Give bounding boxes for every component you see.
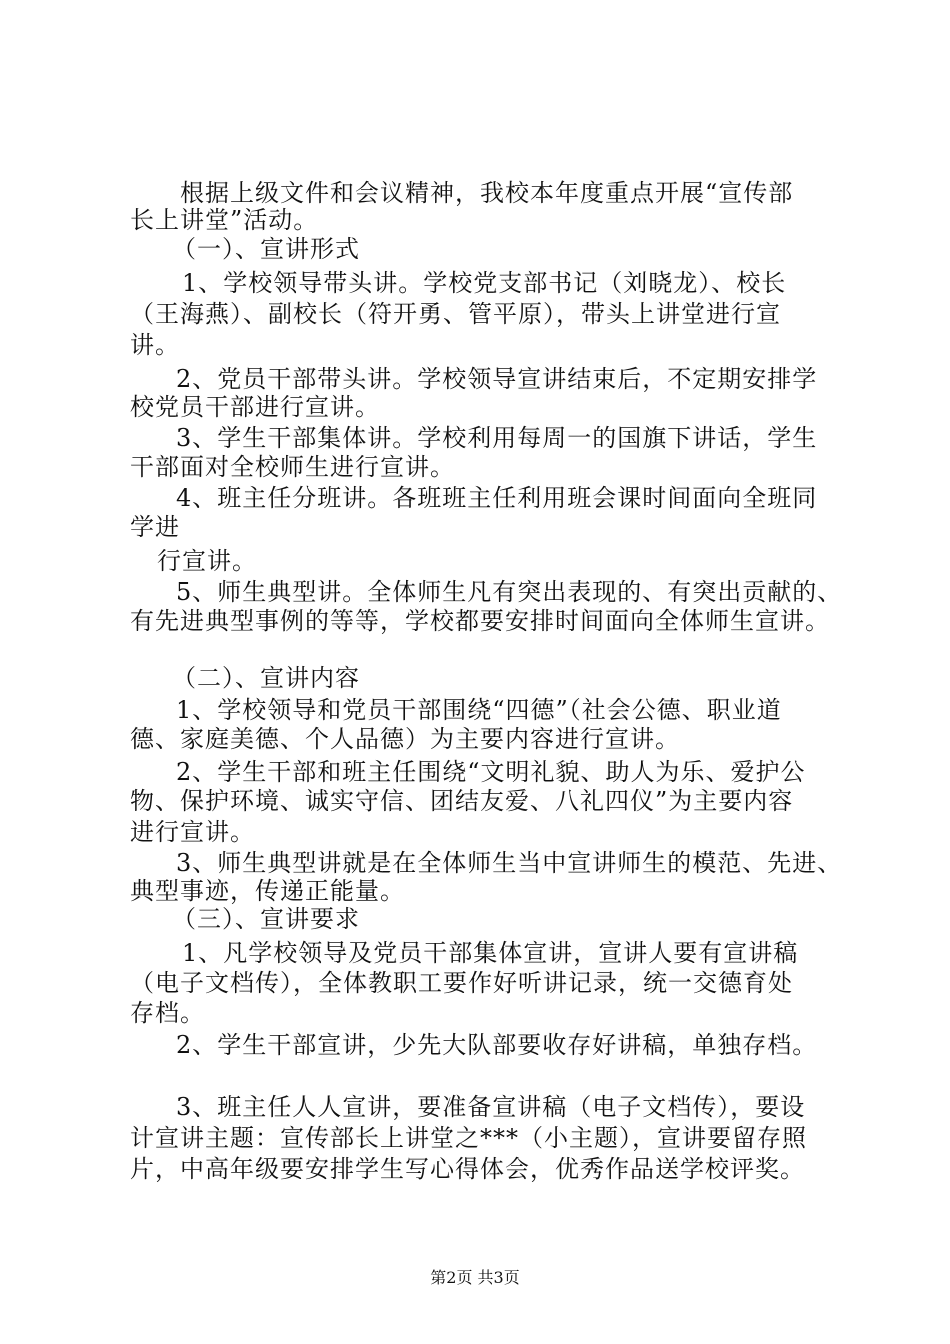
body-line: （王海燕）、副校长（符开勇、管平原），带头上讲堂进行宣 <box>130 300 781 328</box>
body-line: 物、保护环境、诚实守信、团结友爱、八礼四仪”为主要内容 <box>130 787 794 815</box>
body-line: 4、班主任分班讲。各班班主任利用班会课时间面向全班同 <box>176 484 818 512</box>
body-line: 1、学校领导带头讲。学校党支部书记（刘晓龙）、校长 <box>182 269 787 297</box>
body-line: 2、学生干部和班主任围绕“文明礼貌、助人为乐、爱护公 <box>176 758 806 786</box>
page-number: 第2页 共3页 <box>430 1268 520 1287</box>
section-heading: （一）、宣讲形式 <box>172 235 360 263</box>
body-line: 有先进典型事例的等等，学校都要安排时间面向全体师生宣讲。 <box>130 607 830 635</box>
body-line: 3、班主任人人宣讲，要准备宣讲稿（电子文档传），要设 <box>176 1093 806 1121</box>
body-line: 3、学生干部集体讲。学校利用每周一的国旗下讲话，学生 <box>176 424 818 452</box>
body-line: 3、师生典型讲就是在全体师生当中宣讲师生的模范、先进、 <box>176 849 843 877</box>
body-line: 德、家庭美德、个人品德）为主要内容进行宣讲。 <box>130 725 680 753</box>
body-line: （电子文档传），全体教职工要作好听讲记录，统一交德育处 <box>130 969 793 997</box>
body-line: 校党员干部进行宣讲。 <box>130 393 380 421</box>
body-line: 典型事迹，传递正能量。 <box>130 877 405 905</box>
body-line: 计宣讲主题：宣传部长上讲堂之***（小主题），宣讲要留存照 <box>130 1124 807 1152</box>
body-line: 片，中高年级要安排学生写心得体会，优秀作品送学校评奖。 <box>130 1155 805 1183</box>
body-line: 2、党员干部带头讲。学校领导宣讲结束后，不定期安排学 <box>176 365 818 393</box>
section-heading: （二）、宣讲内容 <box>172 664 360 692</box>
body-line: 学进 <box>130 513 180 541</box>
body-line: 干部面对全校师生进行宣讲。 <box>130 453 455 481</box>
body-line: 存档。 <box>130 999 205 1027</box>
body-line: 讲。 <box>130 331 180 359</box>
body-line: 2、学生干部宣讲，少先大队部要收存好讲稿，单独存档。 <box>176 1031 818 1059</box>
body-line: 1、学校领导和党员干部围绕“四德”（社会公德、职业道 <box>176 696 782 724</box>
section-heading: （三）、宣讲要求 <box>172 905 360 933</box>
body-line: 根据上级文件和会议精神，我校本年度重点开展“宣传部 <box>180 179 794 207</box>
body-line: 进行宣讲。 <box>130 818 255 846</box>
body-line: 1、凡学校领导及党员干部集体宣讲，宣讲人要有宣讲稿 <box>182 939 799 967</box>
body-line: 行宣讲。 <box>157 547 257 575</box>
body-line: 5、师生典型讲。全体师生凡有突出表现的、有突出贡献的、 <box>176 578 843 606</box>
body-line: 长上讲堂”活动。 <box>130 206 319 234</box>
